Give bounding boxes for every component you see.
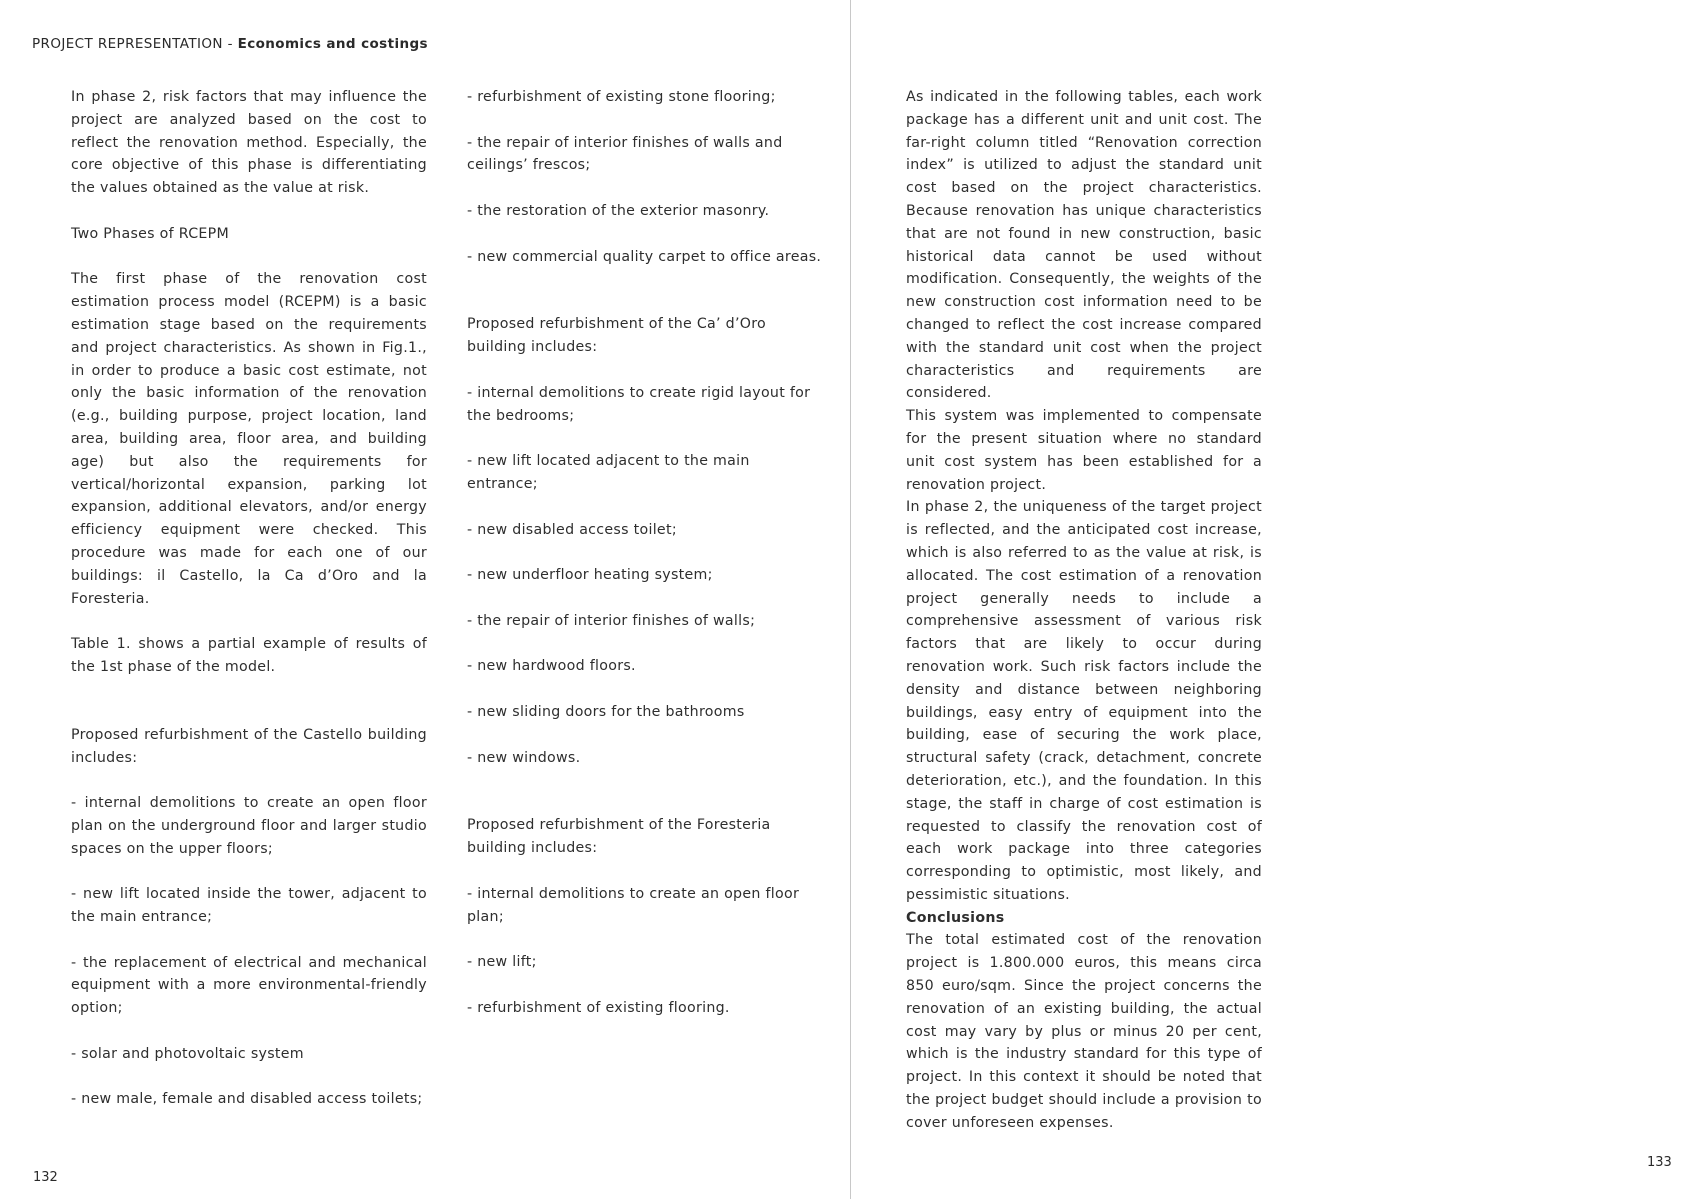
left-page-column-1 [71, 86, 427, 1134]
right-page-column [906, 86, 1262, 1135]
header-subsection: Economics and costings [237, 36, 428, 52]
unit-cost-paragraph: As indicated in the following tables, each work package has a different unit and unit cost. The far-right column titled “Renovation correction index” is utilized to adjust the standard unit cost based on the project characteristics. Because renovation has unique characteristics that are not found in new construction, basic historical data cannot be used without modification. Consequently, the weights of the new construction cost information need to be changed to reflect the cost increase compared with the standard unit cost when the project characteristics and requirements are considered. [906, 89, 1262, 402]
phase2-paragraph: In phase 2, the uniqueness of the target project is reflected, and the anticipated cost increase, which is also referred to as the value at risk, is allocated. The cost estimation of a renovation project generally needs to include a comprehensive assessment of various risk factors that are likely to occur during renovation work. Such risk factors include the density and distance between neighboring buildings, easy entry of equipment into the building, ease of securing the work place, structural safety (crack, detachment, concrete deterioration, etc.), and the foundation. In this stage, the staff in charge of cost estimation is requested to classify the renovation cost of each work package into three categories corresponding to optimistic, most likely, and pessimistic situations. [906, 499, 1262, 903]
foresteria-intro: Proposed refurbishment of the Foresteria building includes: [467, 817, 771, 857]
list-item: - refurbishment of existing flooring. [467, 999, 730, 1016]
list-item: - new lift; [467, 954, 537, 971]
list-item: - the restoration of the exterior masonry. [467, 202, 770, 219]
list-item: - new male, female and disabled access toilets; [71, 1091, 423, 1108]
list-item: - new lift located inside the tower, adjacent to the main entrance; [71, 886, 427, 926]
conclusions-paragraph: The total estimated cost of the renovation project is 1.800.000 euros, this means circa 850 euro/sqm. Since the project concerns the renovation of an existing building, the actual cost may vary by plus or minus 20 per cent, which is the industry standard for this type of project. In this context it should be noted that the project budget should include a provision to cover unforeseen expenses. [906, 932, 1262, 1131]
conclusions-heading: Conclusions [906, 909, 1005, 926]
page-number-left: 132 [33, 1170, 58, 1185]
list-item: - new sliding doors for the bathrooms [467, 703, 745, 720]
cadoro-intro: Proposed refurbishment of the Ca’ d’Oro building includes: [467, 316, 767, 356]
list-item: - internal demolitions to create an open floor plan; [467, 885, 800, 925]
list-item: - new lift located adjacent to the main entrance; [467, 453, 750, 492]
intro-paragraph: In phase 2, risk factors that may influence the project are analyzed based on the cost to reflect the renovation method. Especially, the core objective of this phase is differentiating the values obtained as the value at risk. [71, 89, 427, 197]
header-section: PROJECT REPRESENTATION [32, 36, 223, 52]
list-item: - the replacement of electrical and mechanical equipment with a more environmental-friendly option; [71, 954, 427, 1017]
list-item: - new underfloor heating system; [467, 567, 713, 584]
list-item: - new disabled access toilet; [467, 521, 677, 538]
list-item: - new commercial quality carpet to office areas. [467, 248, 822, 265]
running-header [32, 36, 428, 52]
list-item: - internal demolitions to create an open floor plan on the underground floor and larger studio spaces on the upper floors; [71, 795, 427, 857]
page-number-right: 133 [1647, 1155, 1672, 1170]
list-item: - refurbishment of existing stone flooring; [467, 89, 776, 105]
list-item: - new windows. [467, 749, 581, 766]
list-item: - solar and photovoltaic system [71, 1045, 304, 1062]
header-separator: - [222, 36, 238, 52]
left-page-column-2 [467, 86, 823, 1042]
list-item: - internal demolitions to create rigid layout for the bedrooms; [467, 384, 811, 424]
castello-intro: Proposed refurbishment of the Castello building includes: [71, 726, 427, 766]
list-item: - the repair of interior finishes of walls and ceilings’ frescos; [467, 134, 783, 174]
table-reference-paragraph: Table 1. shows a partial example of results of the 1st phase of the model. [71, 636, 427, 675]
section-heading-rcepm: Two Phases of RCEPM [71, 225, 230, 242]
rcepm-paragraph: The first phase of the renovation cost estimation process model (RCEPM) is a basic estimation stage based on the requirements and project characteristics. As shown in Fig.1., in order to produce a basic cost estimate, not only the basic information of the renovation (e.g., building purpose, project location, land area, building area, floor area, and building age) but also the requirements for vertical/horizontal expansion, parking lot expansion, additional elevators, and/or energy efficiency equipment were checked. This procedure was made for each one of our buildings: il Castello, la Ca d’Oro and la Foresteria. [71, 271, 427, 607]
system-paragraph: This system was implemented to compensate for the present situation where no standard unit cost system has been established for a renovation project. [906, 408, 1262, 493]
page-spine-divider [850, 0, 851, 1199]
list-item: - the repair of interior finishes of walls; [467, 612, 756, 629]
list-item: - new hardwood floors. [467, 658, 636, 675]
